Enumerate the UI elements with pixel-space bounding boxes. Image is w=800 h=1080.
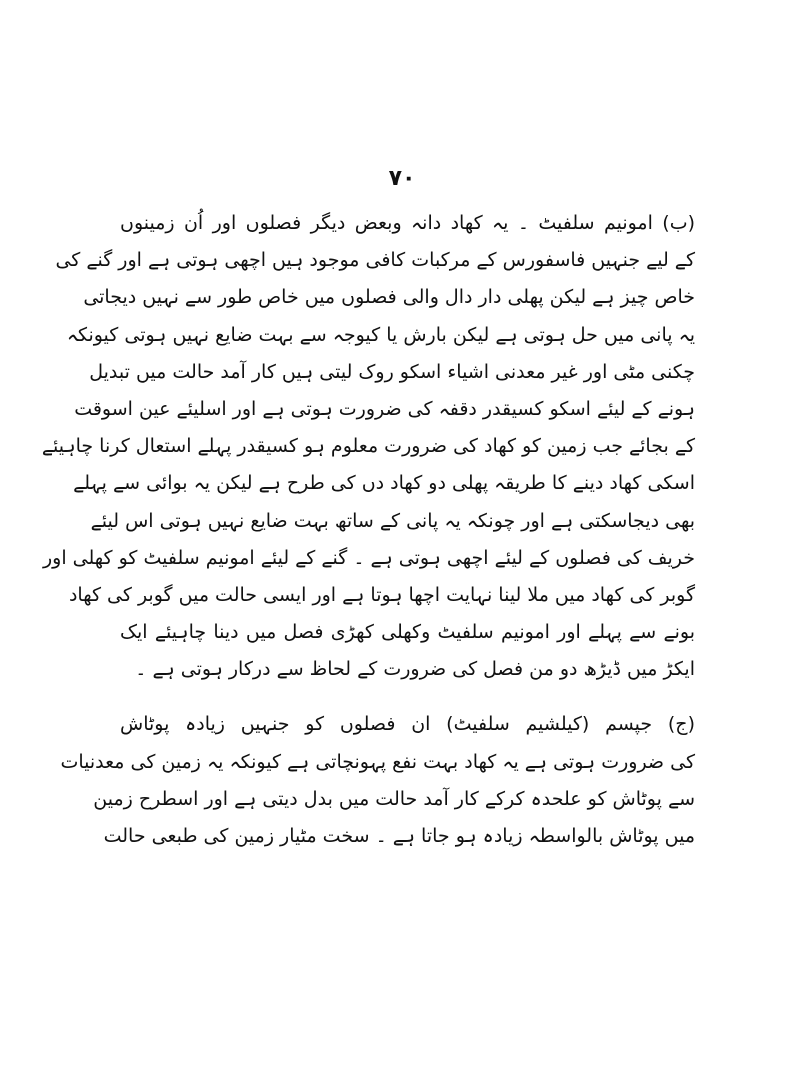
- paragraph-1-line-2: کے لیے جنہیں فاسفورس کے مرکبات کافی موجود ہیں اچھی ہوتی ہے اور گنے کی: [55, 249, 695, 272]
- paragraph-gap: [120, 688, 695, 706]
- paragraph-1-line-10: خریف کی فصلوں کے لیئے اچھی ہوتی ہے ۔ گنے کے لیئے امونیم سلفیٹ کو کھلی اور: [42, 546, 695, 569]
- paragraph-2-line-1: (ج) جپسم (کیلشیم سلفیٹ) ان فصلوں کو جنہیں زیادہ پوٹاش: [120, 713, 695, 736]
- paragraph-1-line-11: گوبر کی کھاد میں ملا لینا نہایت اچھا ہوتا ہے اور ایسی حالت میں گوبر کی کھاد: [68, 583, 695, 606]
- paragraph-1-line-9: بھی دیجاسکتی ہے اور چونکہ یہ پانی کے ساتھ بہت ضایع نہیں ہوتی اس لیئے: [90, 509, 695, 532]
- paragraph-1-line-4: یہ پانی میں حل ہوتی ہے لیکن بارش یا کیوجہ سے بہت ضایع نہیں ہوتی کیونکہ: [66, 323, 695, 346]
- paragraph-1-line-3: خاص چیز ہے لیکن پھلی دار دال والی فصلوں میں خاص طور سے نہیں دیجاتی: [83, 286, 695, 309]
- paragraph-2-line-4: میں پوٹاش بالواسطہ زیادہ ہو جاتا ہے ۔ سخت مٹیار زمین کی طبعی حالت: [103, 825, 695, 847]
- paragraph-1-line-13: ایکڑ میں ڈیڑھ دو من فصل کی ضرورت کے لحاظ سے درکار ہوتی ہے ۔: [135, 658, 695, 681]
- paragraph-2-line-2: کی ضرورت ہوتی ہے یہ کھاد بہت نفع پہونچاتی ہے کیونکہ یہ زمین کی معدنیات: [60, 750, 695, 773]
- paragraph-2-line-3: سے پوٹاش کو علحدہ کرکے کار آمد حالت میں بدل دیتی ہے اور اسطرح زمین: [93, 787, 695, 810]
- page-number: ۷۰: [388, 166, 416, 191]
- paragraph-1-line-5: چکنی مٹی اور غیر معدنی اشیاء اسکو روک لیتی ہیں کار آمد حالت میں تبدیل: [89, 360, 695, 383]
- paragraph-1-line-1: (ب) امونیم سلفیٹ ۔ یہ کھاد دانہ وبعض دیگر فصلوں اور اُن زمینوں: [120, 212, 695, 234]
- paragraph-1-line-12: بونے سے پہلے اور امونیم سلفیٹ وکھلی کھڑی فصل میں دینا چاہیئے ایک: [120, 621, 695, 644]
- paragraph-1-line-6: ہونے کے لیئے اسکو کسیقدر دقفہ کی ضرورت ہوتی ہے اور اسلیئے عین اسوقت: [74, 397, 695, 420]
- text-block: [41, 205, 695, 855]
- paragraph-1-line-8: اسکی کھاد دینے کا طریقہ پھلی دو کھاد دں کی طرح ہے لیکن یہ بوائی سے پہلے: [73, 472, 695, 495]
- paragraph-1-line-7: کے بجائے جب زمین کو کھاد کی ضرورت معلوم ہو کسیقدر پہلے استعال کرنا چاہیئے: [41, 435, 695, 458]
